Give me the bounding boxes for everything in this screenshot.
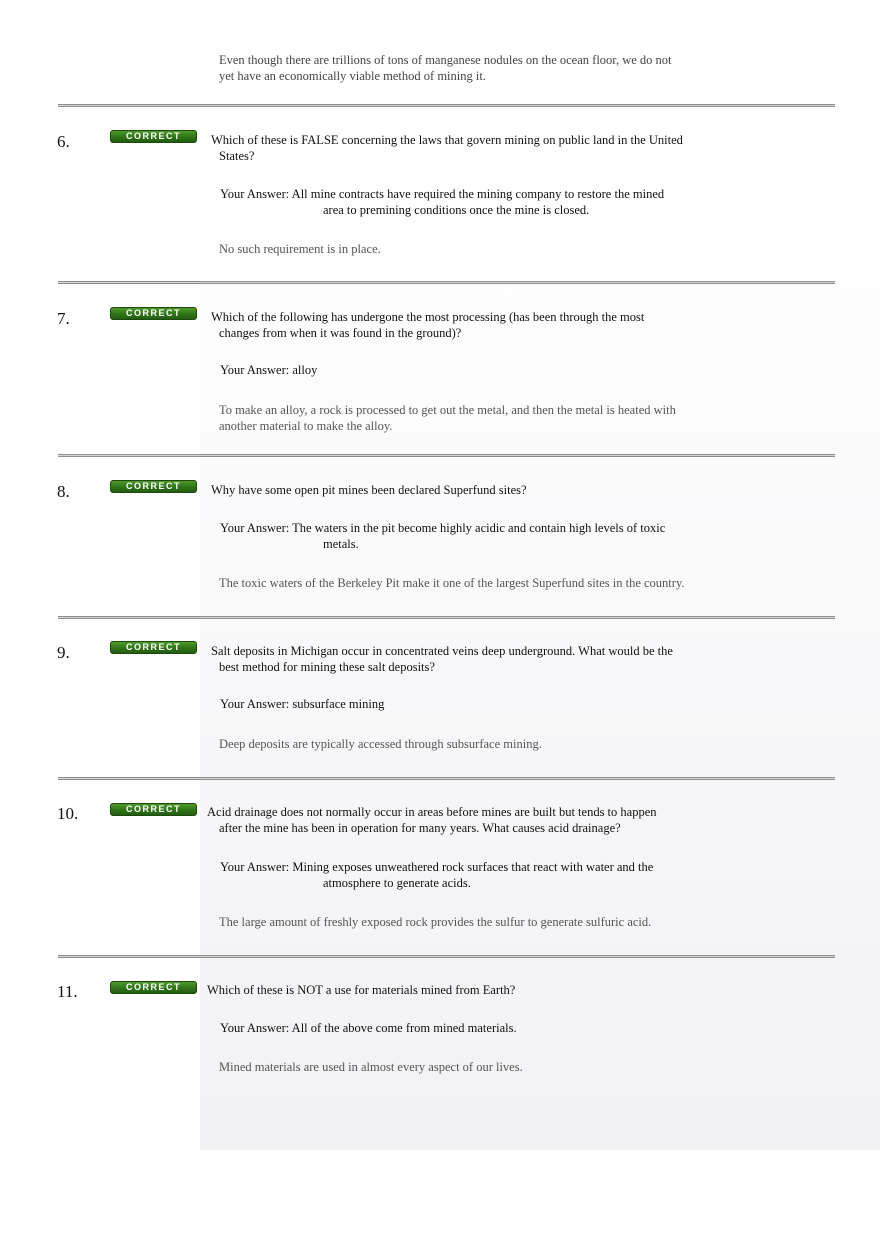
question-line-1: Which of these is FALSE concerning the laws that govern mining on public land in the United bbox=[211, 133, 683, 147]
question-line-2: changes from when it was found in the ground)? bbox=[219, 326, 462, 340]
correct-badge: CORRECT bbox=[110, 130, 197, 143]
intro-explanation bbox=[219, 52, 719, 84]
your-answer bbox=[220, 186, 664, 218]
question-text: Which of these is NOT a use for materials mined from Earth? bbox=[207, 983, 516, 997]
answer-line-2: area to premining conditions once the mine is closed. bbox=[323, 203, 590, 217]
question-number: 6. bbox=[57, 132, 70, 151]
answer-line-2: atmosphere to generate acids. bbox=[323, 876, 471, 890]
correct-badge: CORRECT bbox=[110, 641, 197, 654]
your-answer: Your Answer: All of the above come from mined materials. bbox=[220, 1021, 517, 1035]
question-number: 9. bbox=[57, 643, 70, 662]
question-text bbox=[211, 643, 673, 675]
your-answer bbox=[220, 859, 653, 891]
question-line-2: best method for mining these salt deposits? bbox=[219, 660, 435, 674]
separator-rule bbox=[58, 616, 835, 619]
answer-explanation: The toxic waters of the Berkeley Pit make it one of the largest Superfund sites in the country. bbox=[219, 576, 685, 590]
intro-line-2: yet have an economically viable method of mining it. bbox=[219, 69, 486, 83]
question-line-2: after the mine has been in operation for many years. What causes acid drainage? bbox=[219, 821, 621, 835]
separator-rule bbox=[58, 777, 835, 780]
explanation-line-2: another material to make the alloy. bbox=[219, 419, 393, 433]
question-line-1: Acid drainage does not normally occur in areas before mines are built but tends to happen bbox=[207, 805, 657, 819]
answer-line-2: metals. bbox=[323, 537, 359, 551]
your-answer bbox=[220, 520, 665, 552]
question-text bbox=[211, 309, 644, 341]
correct-badge: CORRECT bbox=[110, 480, 197, 493]
question-number: 11. bbox=[57, 982, 78, 1001]
correct-badge: CORRECT bbox=[110, 981, 197, 994]
question-text: Why have some open pit mines been declared Superfund sites? bbox=[211, 483, 527, 497]
answer-explanation: No such requirement is in place. bbox=[219, 242, 381, 256]
explanation-line-1: To make an alloy, a rock is processed to get out the metal, and then the metal is heated with bbox=[219, 403, 676, 417]
answer-explanation bbox=[219, 402, 676, 434]
answer-line-1: Your Answer: Mining exposes unweathered rock surfaces that react with water and the bbox=[220, 860, 654, 874]
separator-rule bbox=[58, 281, 835, 284]
question-text bbox=[211, 132, 683, 164]
answer-explanation: Deep deposits are typically accessed through subsurface mining. bbox=[219, 737, 542, 751]
correct-badge: CORRECT bbox=[110, 803, 197, 816]
answer-line-1: Your Answer: The waters in the pit become highly acidic and contain high levels of toxic bbox=[220, 521, 666, 535]
correct-badge: CORRECT bbox=[110, 307, 197, 320]
answer-line-1: Your Answer: All mine contracts have required the mining company to restore the mined bbox=[220, 187, 665, 201]
question-line-1: Salt deposits in Michigan occur in concentrated veins deep underground. What would be the bbox=[211, 644, 673, 658]
your-answer: Your Answer: subsurface mining bbox=[220, 697, 385, 711]
question-line-2: States? bbox=[219, 149, 255, 163]
question-line-1: Which of the following has undergone the most processing (has been through the most bbox=[211, 310, 645, 324]
question-number: 8. bbox=[57, 482, 70, 501]
answer-explanation: Mined materials are used in almost every aspect of our lives. bbox=[219, 1060, 523, 1074]
question-number: 7. bbox=[57, 309, 70, 328]
answer-explanation: The large amount of freshly exposed rock provides the sulfur to generate sulfuric acid. bbox=[219, 915, 652, 929]
intro-line-1: Even though there are trillions of tons of manganese nodules on the ocean floor, we do not bbox=[219, 53, 672, 67]
separator-rule bbox=[58, 454, 835, 457]
question-text bbox=[207, 804, 657, 836]
separator-rule bbox=[58, 955, 835, 958]
question-number: 10. bbox=[57, 804, 79, 823]
separator-rule bbox=[58, 104, 835, 107]
your-answer: Your Answer: alloy bbox=[220, 363, 318, 377]
